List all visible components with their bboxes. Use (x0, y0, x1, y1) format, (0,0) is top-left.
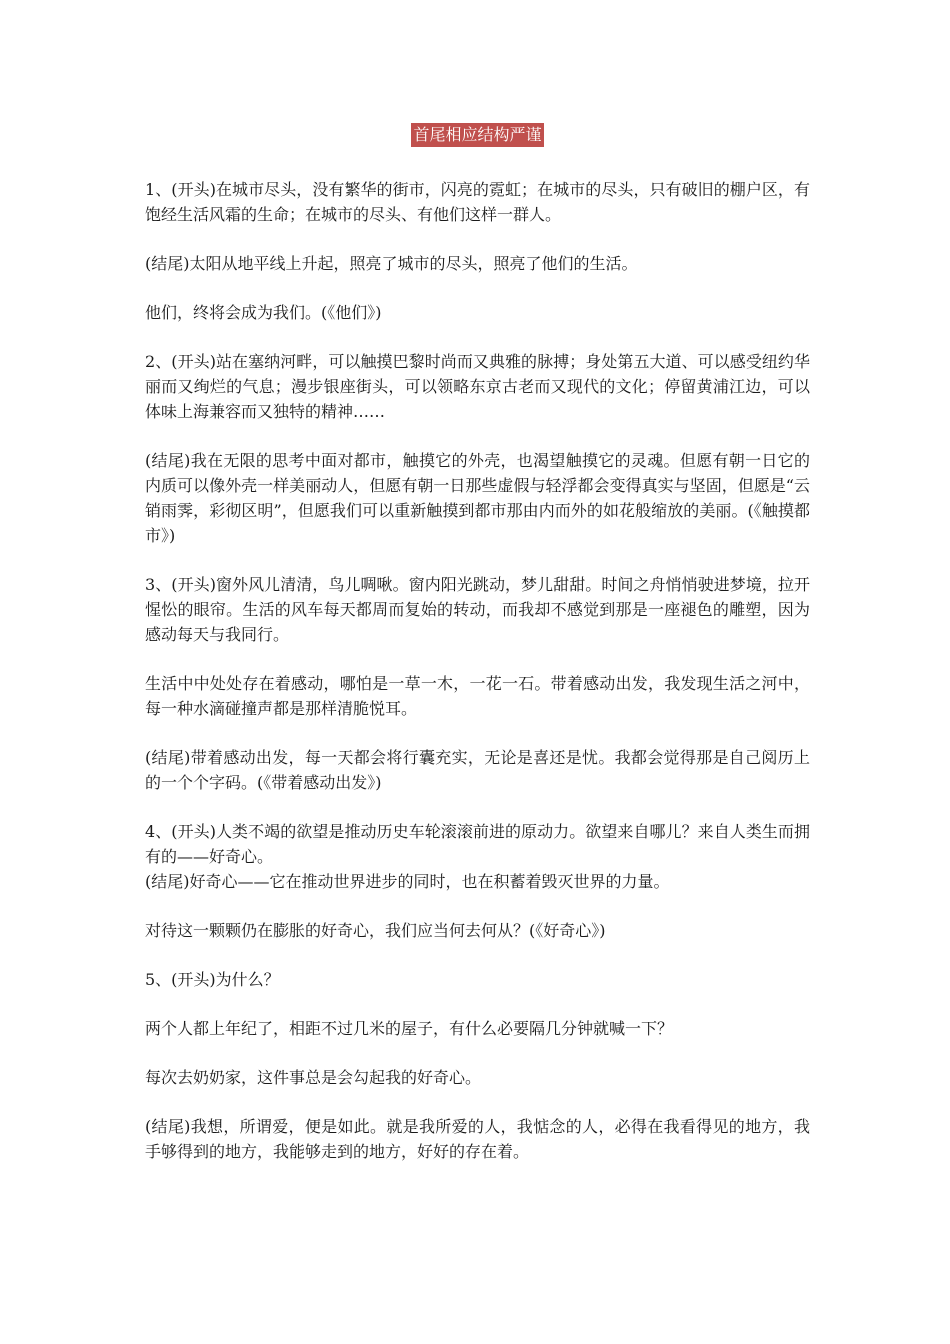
title-container (145, 123, 810, 147)
document-page (145, 123, 810, 1188)
paragraph-1-source: 他们，终将会成为我们。(《他们》) (145, 303, 382, 322)
paragraph-3-ending: (结尾)带着感动出发，每一天都会将行囊充实，无论是喜还是忧。我都会觉得那是自己阅历上的一个个字码。(《带着感动出发》) (145, 748, 810, 792)
document-title: 首尾相应结构严谨 (411, 123, 543, 147)
paragraph-5-ending: (结尾)我想，所谓爱，便是如此。就是我所爱的人，我惦念的人，必得在我看得见的地方，我手够得到的地方，我能够走到的地方，好好的存在着。 (145, 1117, 810, 1161)
paragraph-1-opening: 1、(开头)在城市尽头，没有繁华的街市，闪亮的霓虹；在城市的尽头，只有破旧的棚户区，有饱经生活风霜的生命；在城市的尽头、有他们这样一群人。 (145, 180, 810, 224)
paragraph-3-opening: 3、(开头)窗外风儿清清，鸟儿啁啾。窗内阳光跳动，梦儿甜甜。时间之舟悄悄驶进梦境，拉开惺忪的眼帘。生活的风车每天都周而复始的转动，而我却不感觉到那是一座褪色的雕塑，因为感动每天与我同行。 (145, 575, 810, 644)
paragraph-5-middle-1: 两个人都上年纪了，相距不过几米的屋子，有什么必要隔几分钟就喊一下？ (145, 1019, 674, 1038)
paragraph-5-opening: 5、(开头)为什么？ (145, 970, 280, 989)
paragraph-1-ending: (结尾)太阳从地平线上升起，照亮了城市的尽头，照亮了他们的生活。 (145, 254, 638, 273)
paragraph-2-opening: 2、(开头)站在塞纳河畔，可以触摸巴黎时尚而又典雅的脉搏；身处第五大道、可以感受纽约华丽而又绚烂的气息；漫步银座街头，可以领略东京古老而又现代的文化；停留黄浦江边，可以体味上海兼容而又独特的精神…… (145, 352, 810, 421)
paragraph-2-ending: (结尾)我在无限的思考中面对都市，触摸它的外壳，也渴望触摸它的灵魂。但愿有朝一日它的内质可以像外壳一样美丽动人，但愿有朝一日那些虚假与轻浮都会变得真实与坚固，但愿是“云销雨霁，彩彻区明”，但愿我们可以重新触摸到都市那由内而外的如花般缩放的美丽。(《触摸都市》) (145, 451, 810, 545)
paragraph-5-middle-2: 每次去奶奶家，这件事总是会勾起我的好奇心。 (145, 1068, 482, 1087)
paragraph-4-ending: (结尾)好奇心——它在推动世界进步的同时，也在积蓄着毁灭世界的力量。 (145, 872, 670, 891)
paragraph-4-source: 对待这一颗颗仍在膨胀的好奇心，我们应当何去何从？(《好奇心》) (145, 921, 606, 940)
paragraph-4-opening: 4、(开头)人类不竭的欲望是推动历史车轮滚滚前进的原动力。欲望来自哪儿？来自人类生而拥有的——好奇心。 (145, 822, 810, 866)
paragraph-3-middle: 生活中中处处存在着感动，哪怕是一草一木，一花一石。带着感动出发，我发现生活之河中，每一种水滴碰撞声都是那样清脆悦耳。 (145, 674, 810, 718)
